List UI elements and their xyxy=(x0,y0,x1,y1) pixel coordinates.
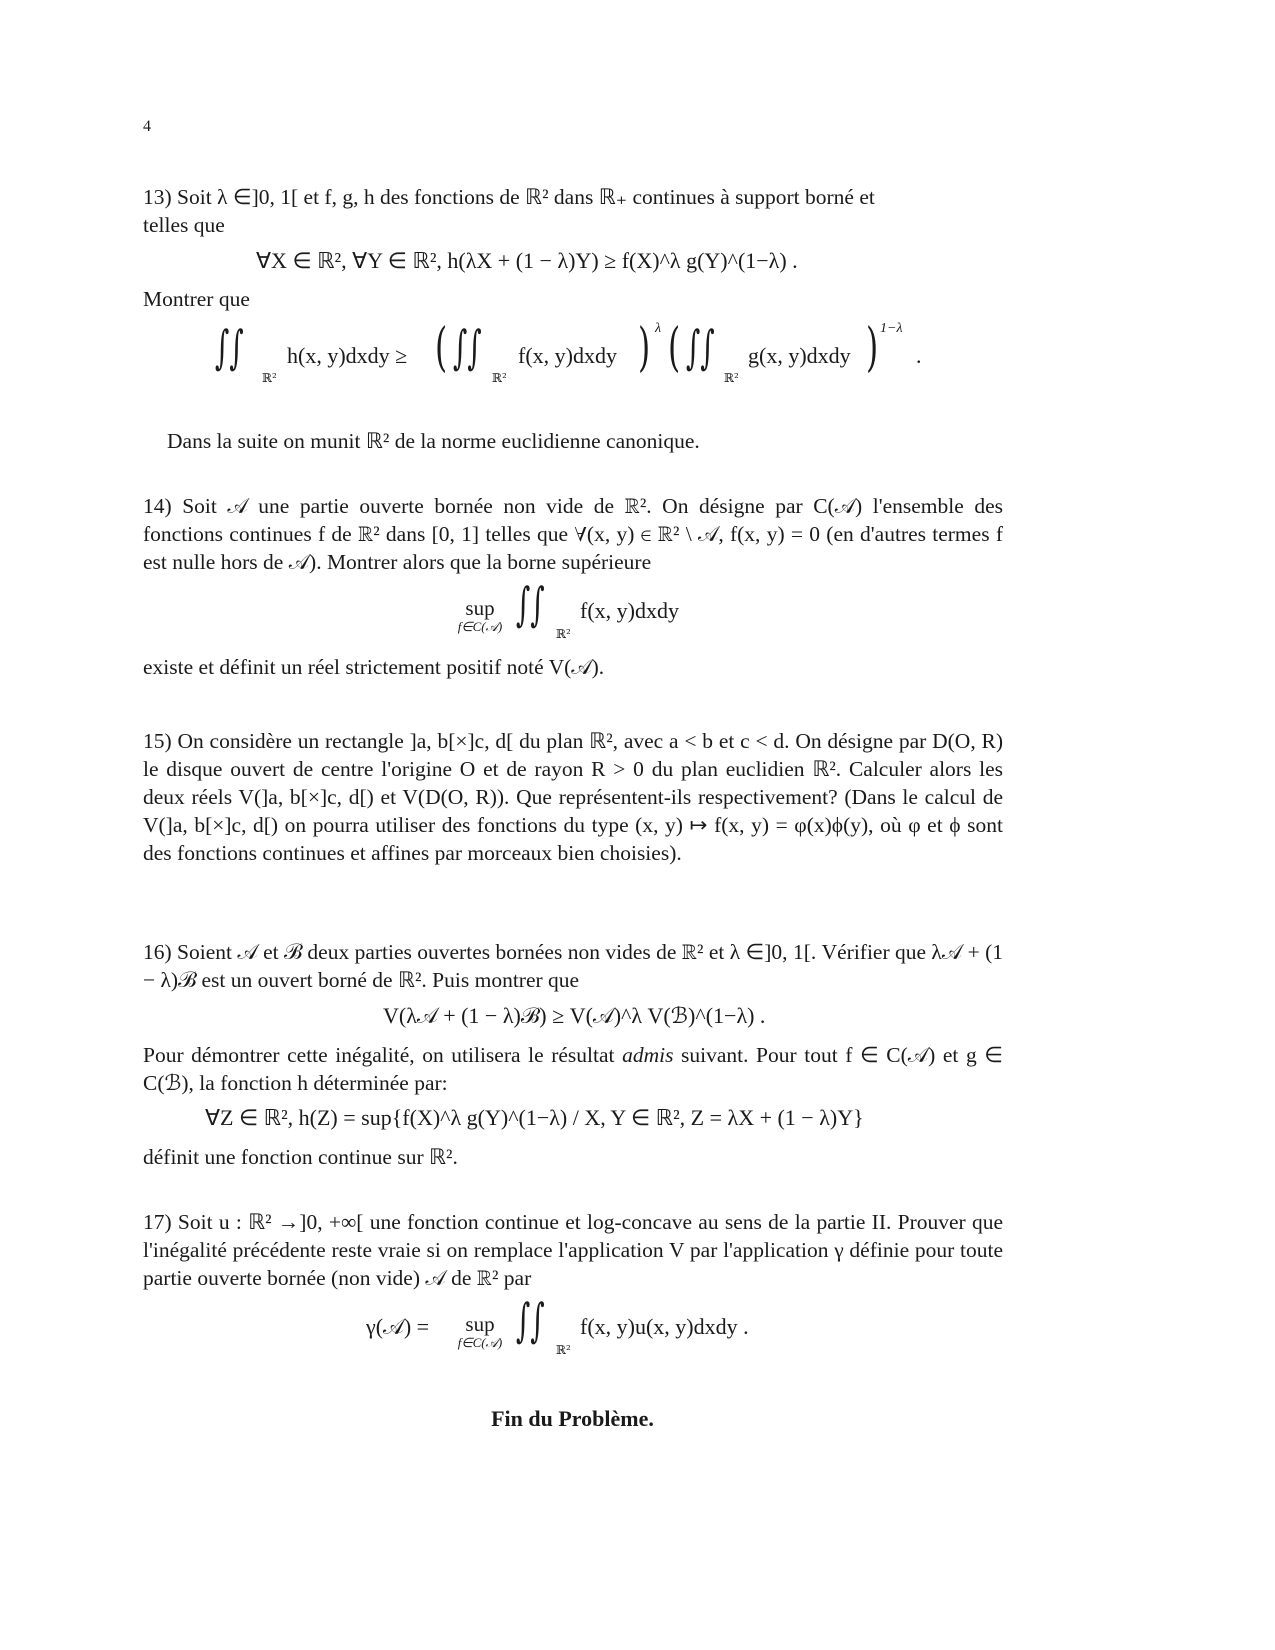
q16-conclusion: définit une fonction continue sur ℝ². xyxy=(143,1145,458,1169)
integral-domain: ℝ² xyxy=(492,371,507,385)
right-paren: ) xyxy=(866,318,879,378)
double-integral-symbol: ∫∫ xyxy=(215,320,244,374)
gamma-lhs: γ(𝒜) = xyxy=(366,1314,430,1339)
q16-text: 16) Soient 𝒜 et ℬ deux parties ouvertes bornées non vides de ℝ² et λ ∈]0, 1[. Vérifier que λ𝒜 + (1 − λ)ℬ est un ouvert borné de ℝ². Puis montrer que xyxy=(143,940,1003,992)
double-integral-symbol: ∫∫ xyxy=(453,320,482,374)
right-paren: ) xyxy=(638,318,651,378)
integral-domain: ℝ² xyxy=(724,371,739,385)
integral-domain: ℝ² xyxy=(556,627,571,641)
q13-montrer: Montrer que xyxy=(143,287,250,311)
exponent-lambda: λ xyxy=(655,321,662,336)
q16-h-definition: ∀Z ∈ ℝ², h(Z) = sup{f(X)^λ g(Y)^(1−λ) / X, Y ∈ ℝ², Z = λX + (1 − λ)Y} xyxy=(205,1105,864,1130)
q17-integrand: f(x, y)u(x, y)dxdy . xyxy=(580,1314,749,1339)
integral-domain: ℝ² xyxy=(262,371,277,385)
norme-statement: Dans la suite on munit ℝ² de la norme euclidienne canonique. xyxy=(167,429,700,453)
page-number: 4 xyxy=(143,118,151,135)
left-paren: ( xyxy=(668,318,681,378)
end-dot: . xyxy=(916,343,922,368)
left-paren: ( xyxy=(435,318,448,378)
double-integral-symbol: ∫∫ xyxy=(686,320,715,374)
sup-operator: sup f∈C(𝒜) xyxy=(457,596,503,634)
q17-text: 17) Soit u : ℝ² →]0, +∞[ une fonction continue et log-concave au sens de la partie II. Prouver que l'inégalité précédente reste vraie si on remplace l'application V par l'application γ définie pour toute partie ouverte bornée (non vide) 𝒜 de ℝ² par xyxy=(143,1210,1003,1290)
integral-domain: ℝ² xyxy=(556,1343,571,1357)
integrand-g: g(x, y)dxdy xyxy=(748,343,851,368)
double-integral-symbol: ∫∫ xyxy=(516,577,545,631)
end-of-problem-title: Fin du Problème. xyxy=(491,1406,654,1431)
q15-text: 15) On considère un rectangle ]a, b[×]c, d[ du plan ℝ², avec a < b et c < d. On désigne par D(O, R) le disque ouvert de centre l'origine O et de rayon R > 0 du plan euclidien ℝ². Calculer alors les deux réels V(]a, b[×]c, d[) et V(D(O, R)). Que représentent-ils respectivement? (Dans le calcul de V(]a, b[×]c, d[) on pourra utiliser des fonctions du type (x, y) ↦ f(x, y) = φ(x)ϕ(y), où φ et ϕ sont des fonctions continues et affines par morceaux bien choisies). xyxy=(143,729,1003,865)
q14-conclusion: existe et définit un réel strictement positif noté V(𝒜). xyxy=(143,655,605,679)
q16-hint: Pour démontrer cette inégalité, on utilisera le résultat admis suivant. Pour tout f ∈ C(𝒜) et g ∈ C(ℬ), la fonction h déterminée par: xyxy=(143,1043,1003,1095)
integrand-f: f(x, y)dxdy xyxy=(518,343,617,368)
sup-operator: sup f∈C(𝒜) xyxy=(457,1312,503,1350)
exponent-one-minus-lambda: 1−λ xyxy=(880,321,903,336)
q13-condition: ∀X ∈ ℝ², ∀Y ∈ ℝ², h(λX + (1 − λ)Y) ≥ f(X)^λ g(Y)^(1−λ) . xyxy=(256,248,798,273)
q13-line2: telles que xyxy=(143,213,225,237)
q14-integrand: f(x, y)dxdy xyxy=(580,598,679,623)
q13-line1: 13) Soit λ ∈]0, 1[ et f, g, h des fonctions de ℝ² dans ℝ₊ continues à support borné et xyxy=(143,185,875,209)
integrand-h: h(x, y)dxdy ≥ xyxy=(287,343,408,368)
double-integral-symbol: ∫∫ xyxy=(516,1293,545,1347)
q14-text: 14) Soit 𝒜 une partie ouverte bornée non vide de ℝ². On désigne par C(𝒜) l'ensemble des fonctions continues f de ℝ² dans [0, 1] telles que ∀(x, y) ∈ ℝ² \ 𝒜, f(x, y) = 0 (en d'autres termes f est nulle hors de 𝒜). Montrer alors que la borne supérieure xyxy=(143,494,1003,574)
q16-inequality: V(λ𝒜 + (1 − λ)ℬ) ≥ V(𝒜)^λ V(ℬ)^(1−λ) . xyxy=(383,1003,766,1028)
